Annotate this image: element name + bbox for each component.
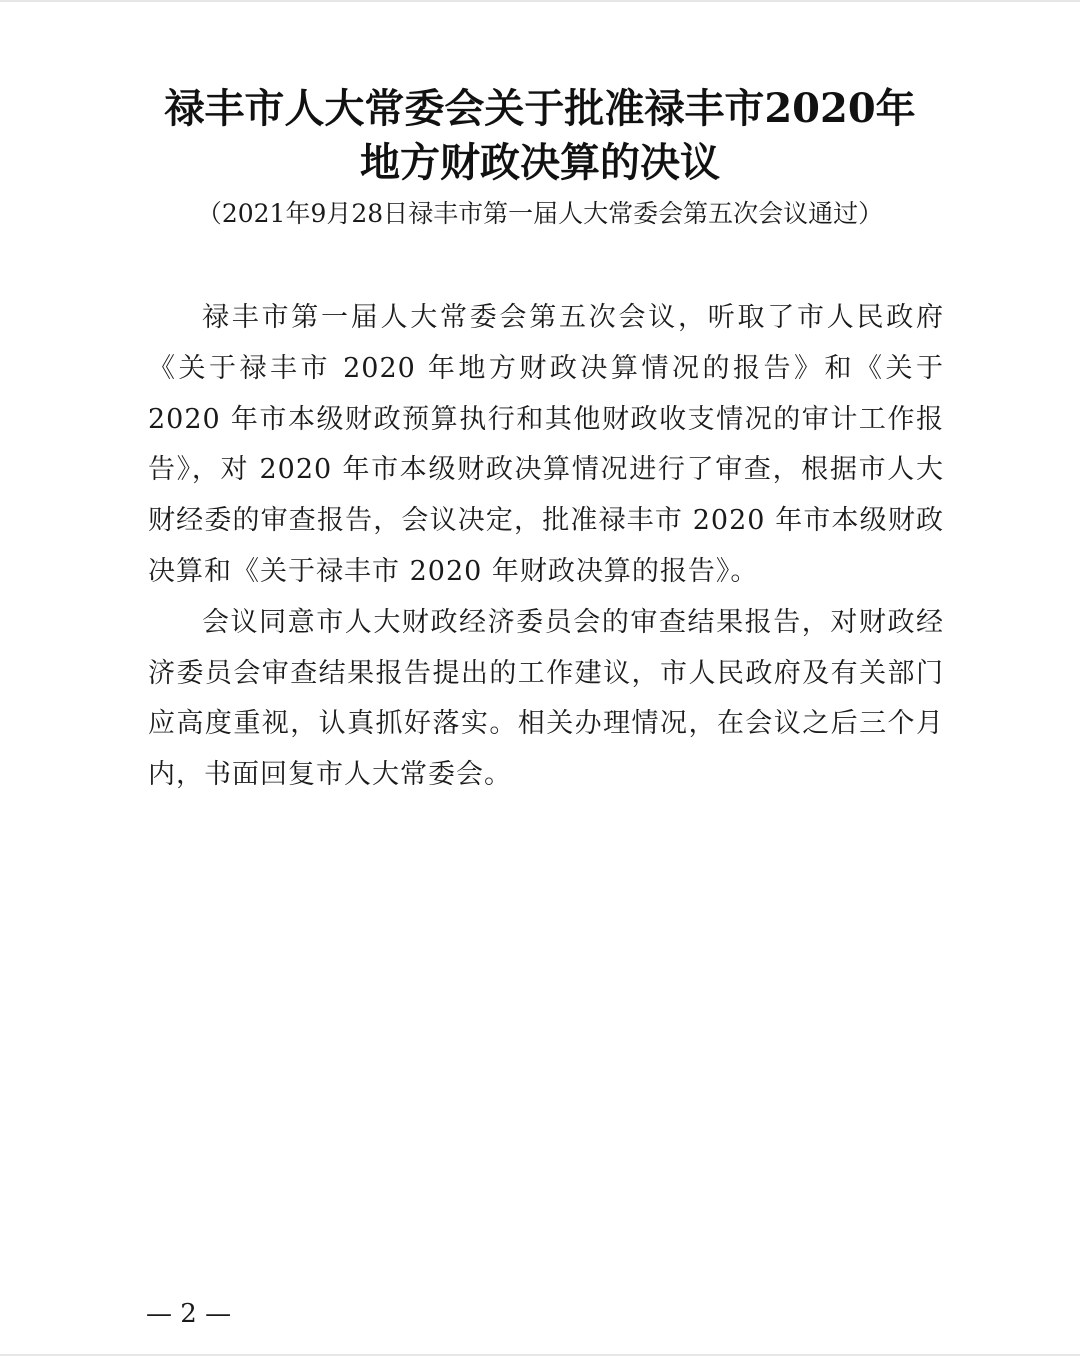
- body-paragraph-2: 会议同意市人大财政经济委员会的审查结果报告，对财政经济委员会审查结果报告提出的工作建议，市人民政府及有关部门应高度重视，认真抓好落实。相关办理情况，在会议之后三个月内，书面回复市人大常委会。: [148, 606, 944, 791]
- document-body: [148, 293, 944, 801]
- body-paragraph-1: 禄丰市第一届人大常委会第五次会议，听取了市人民政府《关于禄丰市 2020 年地方财政决算情况的报告》和《关于 2020 年市本级财政预算执行和其他财政收支情况的审计工作报告》，对 2020 年市本级财政决算情况进行了审查，根据市人大财经委的审查报告，会议决定，批准禄丰市 2020 年市本级财政决算和《关于禄丰市 2020 年财政决算的报告》。: [148, 302, 944, 587]
- document-title-line-1: 禄丰市人大常委会关于批准禄丰市2020年: [164, 85, 916, 132]
- document-subtitle: （2021年9月28日禄丰市第一届人大常委会第五次会议通过）: [196, 199, 884, 228]
- page-number: — 2 —: [146, 1299, 232, 1329]
- page-top-edge: [0, 0, 1080, 2]
- document-title-line-2: 地方财政决算的决议: [360, 139, 720, 186]
